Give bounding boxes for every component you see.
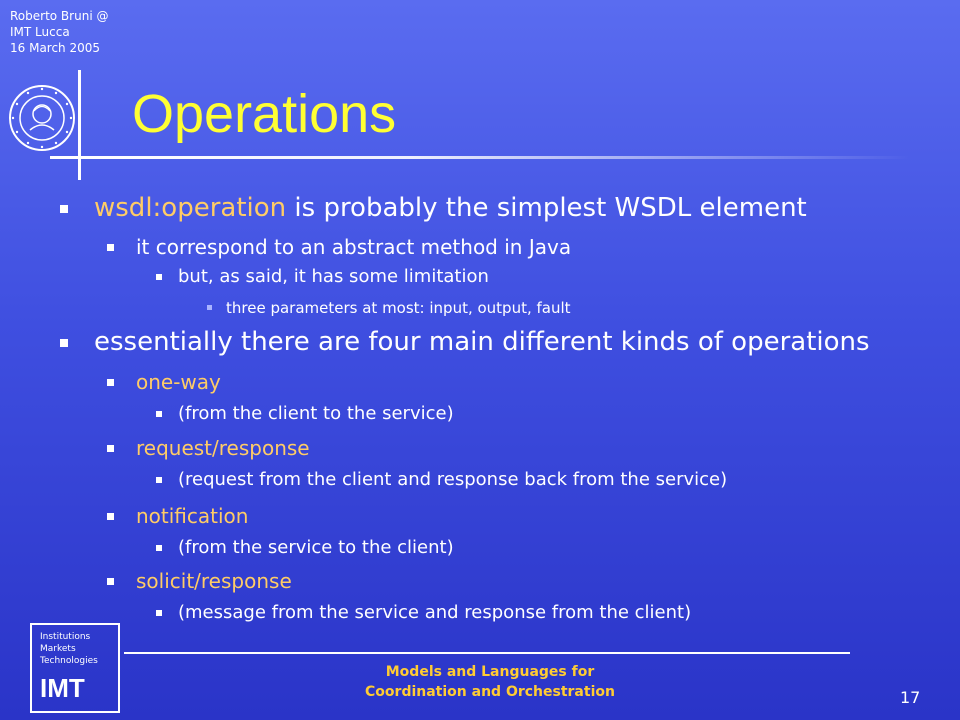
square-bullet-icon xyxy=(156,610,162,616)
kind-label: solicit/response xyxy=(136,569,292,593)
square-bullet-icon xyxy=(60,205,68,213)
bullet-text: essentially there are four main different kinds of operations xyxy=(94,327,870,357)
square-bullet-icon xyxy=(107,445,114,452)
square-bullet-icon xyxy=(156,274,162,280)
bullet-text: is probably the simplest WSDL element xyxy=(286,193,807,223)
kind-name-one-way xyxy=(136,369,221,395)
kind-description: (request from the client and response back from the service) xyxy=(178,469,728,490)
square-bullet-icon xyxy=(207,305,212,310)
highlight-term: wsdl:operation xyxy=(94,193,287,223)
square-bullet-icon xyxy=(107,379,114,386)
square-bullet-icon xyxy=(107,513,114,520)
kind-desc-one-way xyxy=(178,403,454,425)
bullet-abstract-method xyxy=(136,234,571,260)
vertical-rule-top xyxy=(78,70,81,180)
bullet-text: it correspond to an abstract method in Java xyxy=(136,235,572,259)
course-title xyxy=(300,662,680,702)
university-seal-icon xyxy=(8,84,76,152)
author-date: 16 March 2005 xyxy=(10,41,101,55)
bullet-text: but, as said, it has some limitation xyxy=(178,266,489,287)
bullet-wsdl-operation xyxy=(94,192,807,224)
square-bullet-icon xyxy=(60,339,68,347)
kind-label: notification xyxy=(136,504,249,528)
square-bullet-icon xyxy=(156,411,162,417)
kind-name-request-response xyxy=(136,435,310,461)
footer-rule xyxy=(124,652,850,654)
imt-subtitle xyxy=(40,631,98,667)
imt-line-technologies: Technologies xyxy=(40,656,98,666)
imt-line-markets: Markets xyxy=(40,644,76,654)
square-bullet-icon xyxy=(156,477,162,483)
bullet-three-parameters xyxy=(226,298,571,318)
kind-desc-request-response xyxy=(178,469,727,491)
bullet-text: three parameters at most: input, output, fault xyxy=(226,299,571,317)
kind-description: (message from the service and response from the client) xyxy=(178,602,692,623)
imt-label: IMT xyxy=(40,673,85,703)
square-bullet-icon xyxy=(156,545,162,551)
author-name: Roberto Bruni @ xyxy=(10,9,109,23)
course-title-line-1: Models and Languages for xyxy=(385,664,595,680)
kind-desc-solicit-response xyxy=(178,602,691,624)
kind-description: (from the service to the client) xyxy=(178,537,454,558)
title-underline xyxy=(80,156,910,159)
imt-line-institutions: Institutions xyxy=(40,632,91,642)
kind-name-solicit-response xyxy=(136,568,292,594)
bullet-limitation xyxy=(178,266,489,288)
kind-name-notification xyxy=(136,503,248,529)
author-info xyxy=(10,8,108,56)
horizontal-rule-left xyxy=(50,156,82,159)
kind-label: one-way xyxy=(136,370,221,394)
bullet-four-kinds xyxy=(94,326,870,358)
square-bullet-icon xyxy=(107,578,114,585)
imt-logo xyxy=(30,623,120,713)
course-title-line-2: Coordination and Orchestration xyxy=(365,684,615,700)
author-affiliation: IMT Lucca xyxy=(10,25,70,39)
kind-label: request/response xyxy=(136,436,310,460)
kind-description: (from the client to the service) xyxy=(178,403,454,424)
square-bullet-icon xyxy=(107,244,114,251)
page-number: 17 xyxy=(900,688,921,707)
kind-desc-notification xyxy=(178,537,454,559)
slide-title: Operations xyxy=(132,84,397,144)
